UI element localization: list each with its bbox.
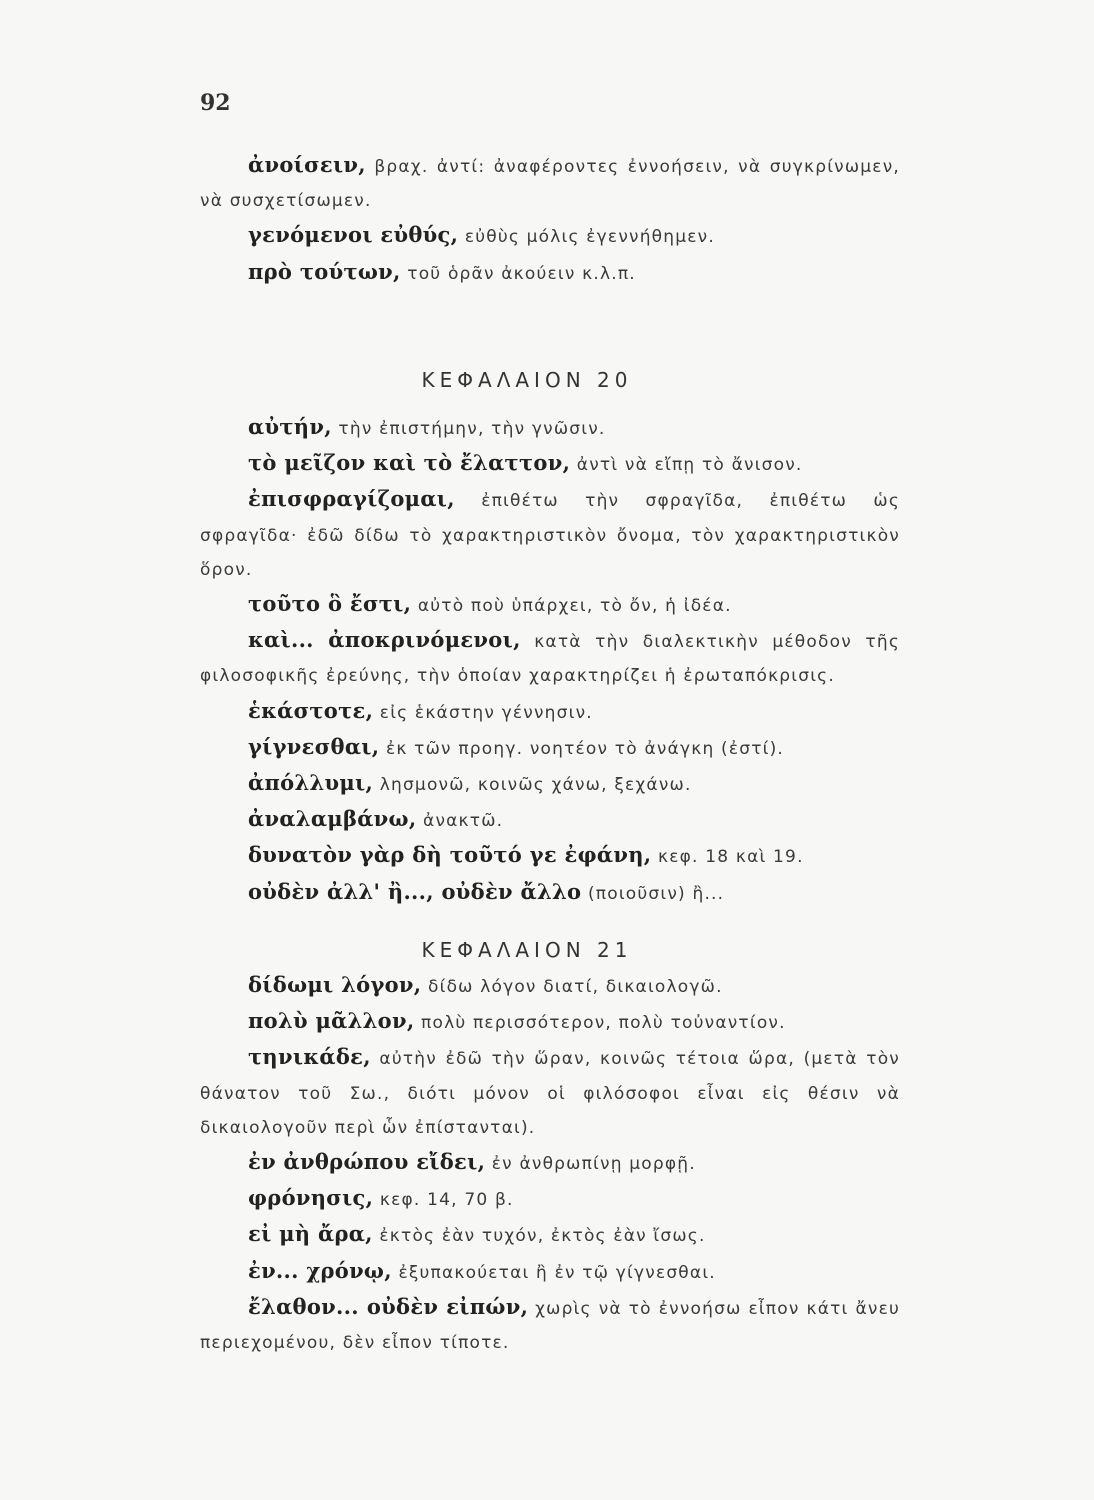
entry-term: φρόνησις, bbox=[248, 1185, 374, 1211]
entry-gloss: ἀντὶ νὰ εἴπῃ τὸ ἄνισον. bbox=[570, 455, 803, 476]
entry-term: αὐτήν, bbox=[248, 414, 332, 439]
glossary-entry bbox=[200, 694, 900, 730]
glossary-entry bbox=[200, 802, 900, 838]
glossary-entry bbox=[200, 1290, 900, 1360]
entry-gloss: αὐτὴν ἐδῶ τὴν ὥραν, κοινῶς τέτοια ὥρα, (μετὰ τὸν θάνατον τοῦ Σω., διότι μόνον οἱ φιλόσοφοι εἶναι εἰς θέσιν νὰ δικαιολογοῦν περὶ ὧν ἐπίστανται). bbox=[200, 1049, 900, 1138]
entry-gloss: ἀνακτῶ. bbox=[416, 811, 504, 832]
section-chapter-20 bbox=[200, 410, 900, 911]
glossary-entry bbox=[200, 1145, 900, 1181]
entry-term: ἀπόλλυμι, bbox=[248, 770, 374, 796]
entry-gloss: εἰς ἑκάστην γέννησιν. bbox=[373, 702, 593, 723]
entry-term: ἀναλαμβάνω, bbox=[248, 806, 417, 832]
entry-term: δυνατὸν γὰρ δὴ τοῦτό γε ἐφάνη, bbox=[248, 842, 652, 868]
glossary-entry bbox=[200, 587, 900, 623]
entry-term: τὸ μεῖζον καὶ τὸ ἔλαττον, bbox=[248, 450, 571, 476]
entry-term: γενόμενοι εὐθύς, bbox=[248, 222, 459, 248]
entry-term: οὐδὲν ἀλλ' ἢ..., οὐδὲν ἄλλο bbox=[248, 878, 582, 904]
page-number: 92 bbox=[200, 90, 231, 116]
glossary-entry bbox=[200, 410, 900, 446]
glossary-entry bbox=[200, 1217, 900, 1253]
glossary-entry bbox=[200, 838, 900, 874]
entry-term: ἑκάστοτε, bbox=[248, 697, 374, 723]
entry-gloss: ἐκ τῶν προηγ. νοητέον τὸ ἀνάγκη (ἐστί). bbox=[379, 738, 785, 759]
entry-gloss: εὐθὺς μόλις ἐγεννήθημεν. bbox=[458, 227, 715, 248]
entry-term: καὶ... ἀποκρινόμενοι, bbox=[248, 627, 521, 653]
entry-gloss: αὐτὸ ποὺ ὑπάρχει, τὸ ὄν, ἡ ἰδέα. bbox=[411, 596, 732, 617]
entry-term: δίδωμι λόγον, bbox=[248, 972, 422, 997]
glossary-entry bbox=[200, 730, 900, 766]
glossary-entry bbox=[200, 482, 900, 587]
section-top bbox=[200, 148, 900, 291]
entry-term: ἀνοίσειν, bbox=[248, 152, 366, 177]
entry-term: ἐν ἀνθρώπου εἴδει, bbox=[248, 1149, 486, 1175]
entry-gloss: δίδω λόγον διατί, δικαιολογῶ. bbox=[421, 977, 723, 997]
entry-gloss: χωρὶς νὰ τὸ ἐννοήσω εἶπον κάτι ἄνευ περιεχομένου, δὲν εἶπον τίποτε. bbox=[200, 1298, 900, 1354]
glossary-entry bbox=[200, 255, 900, 291]
chapter-heading-21: ΚΕΦΑΛΑΙΟΝ 21 bbox=[421, 938, 633, 962]
entry-term: πολὺ μᾶλλον, bbox=[248, 1008, 415, 1034]
entry-gloss: ἐν ἀνθρωπίνῃ μορφῇ. bbox=[485, 1154, 696, 1175]
entry-gloss: λησμονῶ, κοινῶς χάνω, ξεχάνω. bbox=[373, 775, 692, 796]
entry-term: ἐν... χρόνῳ, bbox=[248, 1257, 392, 1283]
section-chapter-21 bbox=[200, 968, 900, 1360]
chapter-heading-20: ΚΕΦΑΛΑΙΟΝ 20 bbox=[421, 368, 633, 392]
glossary-entry bbox=[200, 148, 900, 218]
glossary-entry bbox=[200, 875, 900, 911]
glossary-entry bbox=[200, 623, 900, 693]
glossary-entry bbox=[200, 218, 900, 254]
entry-term: ἔλαθον... οὐδὲν εἰπών, bbox=[248, 1293, 529, 1319]
glossary-entry bbox=[200, 1040, 900, 1145]
entry-term: τηνικάδε, bbox=[248, 1044, 371, 1070]
glossary-entry bbox=[200, 766, 900, 802]
entry-gloss: τοῦ ὁρᾶν ἀκούειν κ.λ.π. bbox=[400, 263, 636, 284]
entry-gloss: τὴν ἐπιστήμην, τὴν γνῶσιν. bbox=[331, 419, 606, 439]
entry-term: γίγνεσθαι, bbox=[248, 733, 380, 759]
glossary-entry bbox=[200, 1004, 900, 1040]
glossary-entry bbox=[200, 1254, 900, 1290]
entry-gloss: κεφ. 18 καὶ 19. bbox=[651, 847, 804, 868]
entry-term: ἐπισφραγίζομαι, bbox=[248, 486, 455, 512]
entry-term: εἰ μὴ ἄρα, bbox=[248, 1221, 373, 1247]
entry-gloss: (ποιοῦσιν) ἢ... bbox=[581, 883, 725, 904]
entry-gloss: κατὰ τὴν διαλεκτικὴν μέθοδον τῆς φιλοσοφικῆς ἐρεύνης, τὴν ὁποίαν χαρακτηρίζει ἡ ἐρωταπόκρισις. bbox=[200, 632, 900, 687]
entry-term: τοῦτο ὃ ἔστι, bbox=[248, 591, 412, 617]
entry-gloss: ἐξυπακούεται ἢ ἐν τῷ γίγνεσθαι. bbox=[391, 1262, 716, 1283]
entry-term: πρὸ τούτων, bbox=[248, 258, 401, 284]
entry-gloss: πολὺ περισσότερον, πολὺ τοὐναντίον. bbox=[414, 1013, 786, 1034]
glossary-entry bbox=[200, 446, 900, 482]
entry-gloss: κεφ. 14, 70 β. bbox=[373, 1190, 514, 1211]
glossary-entry bbox=[200, 1181, 900, 1217]
entry-gloss: ἐκτὸς ἐὰν τυχόν, ἐκτὸς ἐὰν ἴσως. bbox=[372, 1226, 706, 1247]
glossary-entry bbox=[200, 968, 900, 1004]
entry-gloss: ἐπιθέτω τὴν σφραγῖδα, ἐπιθέτω ὡς σφραγῖδα· ἐδῶ δίδω τὸ χαρακτηριστικὸν ὄνομα, τὸν χαρακτηριστικὸν ὅρον. bbox=[200, 491, 900, 580]
entry-gloss: βραχ. ἀντί: ἀναφέροντες ἐννοήσειν, νὰ συγκρίνωμεν, νὰ συσχετίσωμεν. bbox=[200, 157, 900, 212]
